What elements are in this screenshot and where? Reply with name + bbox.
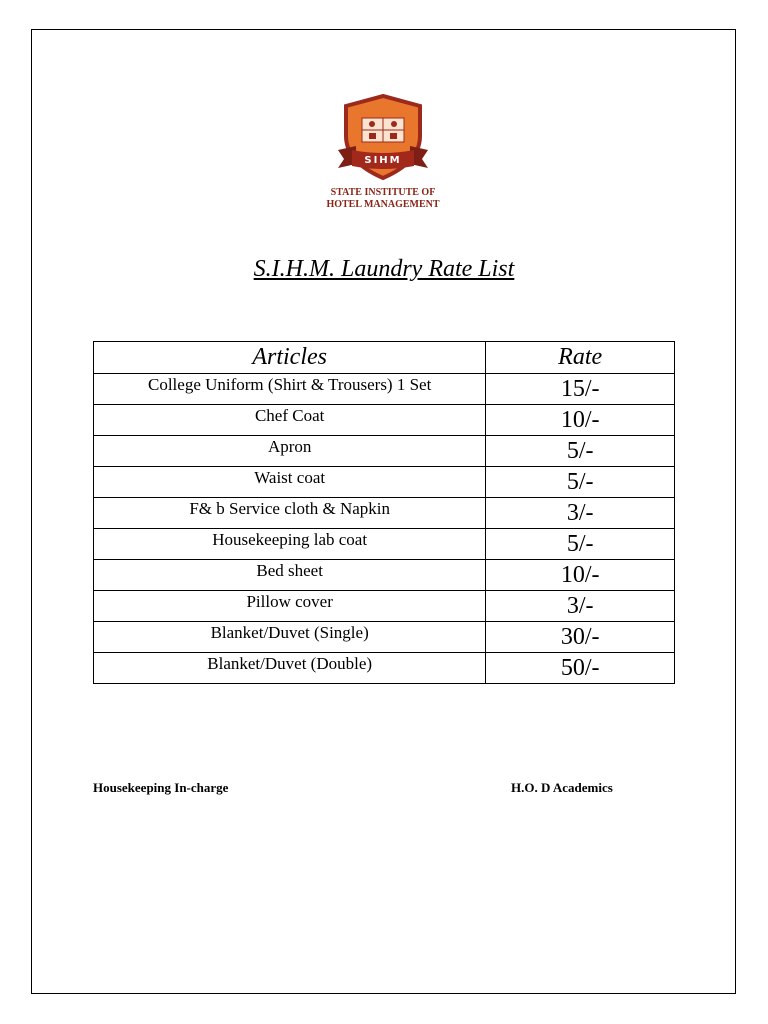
table-row xyxy=(94,591,675,622)
table-row xyxy=(94,405,675,436)
rate-cell: 5/- xyxy=(486,467,675,498)
table-row xyxy=(94,529,675,560)
table-row xyxy=(94,653,675,684)
table-row xyxy=(94,498,675,529)
table-row xyxy=(94,374,675,405)
signature-housekeeping-incharge: Housekeeping In-charge xyxy=(93,780,229,795)
rate-cell: 30/- xyxy=(486,622,675,653)
table-row xyxy=(94,467,675,498)
sihm-crest-icon xyxy=(316,92,451,214)
rate-cell: 15/- xyxy=(486,374,675,405)
table-header-row xyxy=(94,342,675,374)
rate-cell: 3/- xyxy=(486,591,675,622)
rate-table xyxy=(93,341,675,684)
rate-cell: 3/- xyxy=(486,498,675,529)
article-cell: College Uniform (Shirt & Trousers) 1 Set xyxy=(94,374,486,405)
table-row xyxy=(94,436,675,467)
article-cell: Housekeeping lab coat xyxy=(94,529,486,560)
article-cell: Pillow cover xyxy=(94,591,486,622)
rate-cell: 10/- xyxy=(486,405,675,436)
article-cell: Bed sheet xyxy=(94,560,486,591)
article-cell: Apron xyxy=(94,436,486,467)
table-row xyxy=(94,560,675,591)
signature-hod-academics: H.O. D Academics xyxy=(511,780,613,795)
article-cell: Blanket/Duvet (Double) xyxy=(94,653,486,684)
rate-cell: 5/- xyxy=(486,436,675,467)
sihm-logo xyxy=(316,92,451,214)
logo-line-2: HOTEL MANAGEMENT xyxy=(326,199,440,210)
rate-cell: 5/- xyxy=(486,529,675,560)
article-cell: Waist coat xyxy=(94,467,486,498)
rate-cell: 10/- xyxy=(486,560,675,591)
page-title: S.I.H.M. Laundry Rate List xyxy=(253,256,515,282)
article-cell: Chef Coat xyxy=(94,405,486,436)
header-rate: Rate xyxy=(486,342,675,374)
article-cell: F& b Service cloth & Napkin xyxy=(94,498,486,529)
rate-cell: 50/- xyxy=(486,653,675,684)
logo-emblem-text: SIHM xyxy=(364,155,402,166)
article-cell: Blanket/Duvet (Single) xyxy=(94,622,486,653)
header-articles: Articles xyxy=(94,342,486,374)
table-row xyxy=(94,622,675,653)
logo-line-1: STATE INSTITUTE OF xyxy=(330,187,436,198)
